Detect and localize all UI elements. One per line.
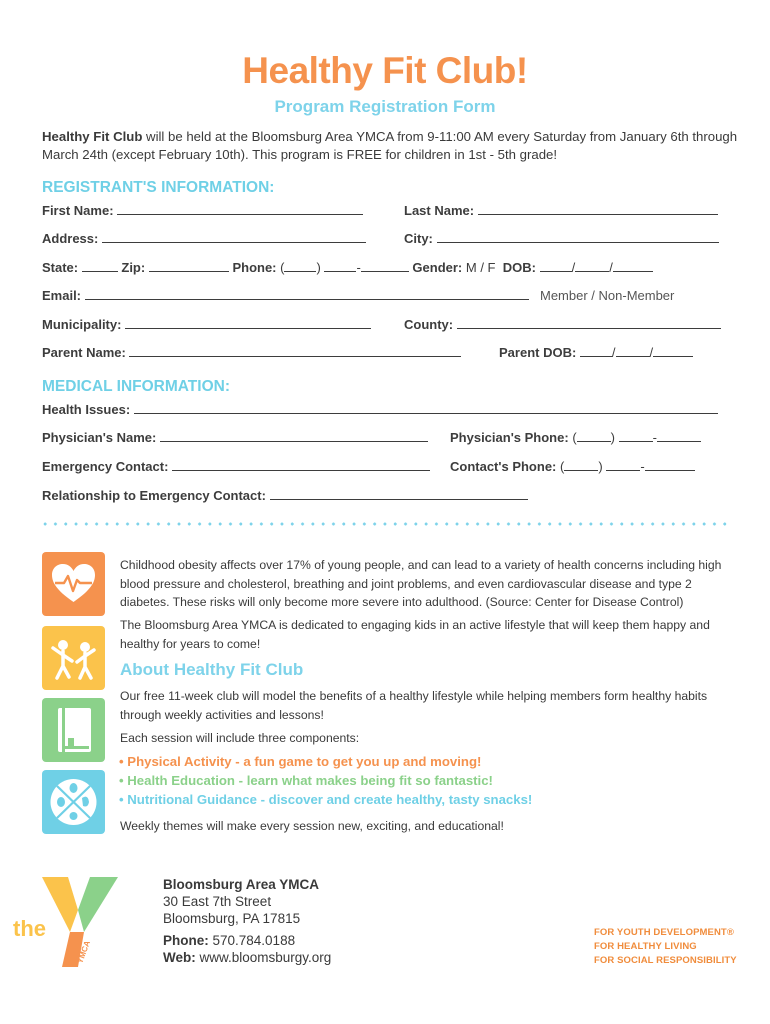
email-line[interactable] bbox=[85, 288, 529, 300]
parent-name-line[interactable] bbox=[129, 345, 461, 357]
slogan-youth: FOR YOUTH DEVELOPMENT® bbox=[594, 927, 734, 938]
physician-phone-prefix-line[interactable] bbox=[619, 430, 653, 442]
phone-prefix-line[interactable] bbox=[324, 260, 356, 272]
logo-the-text: the bbox=[13, 916, 46, 941]
dob-year-line[interactable] bbox=[613, 260, 653, 272]
city-line[interactable] bbox=[437, 231, 719, 243]
about-heading: About Healthy Fit Club bbox=[120, 660, 304, 679]
contact-phone-number-line[interactable] bbox=[645, 459, 695, 471]
parent-dob-month-line[interactable] bbox=[580, 345, 612, 357]
footer-phone: Phone: 570.784.0188 bbox=[163, 933, 296, 948]
food-icon bbox=[42, 770, 105, 834]
heart-icon bbox=[42, 552, 105, 616]
municipality-line[interactable] bbox=[125, 317, 371, 329]
parent-name-field[interactable]: Parent Name: bbox=[42, 345, 461, 360]
bullet-health-education: • Health Education - learn what makes being fit so fantastic! bbox=[119, 773, 493, 788]
relationship-line[interactable] bbox=[270, 488, 528, 500]
address-line[interactable] bbox=[102, 231, 366, 243]
phone-number-line[interactable] bbox=[361, 260, 409, 272]
ymca-mission-paragraph: The Bloomsburg Area YMCA is dedicated to engaging kids in an active lifestyle that will keep them happy and healthy for years to come! bbox=[120, 618, 710, 651]
relationship-field[interactable]: Relationship to Emergency Contact: bbox=[42, 488, 528, 503]
first-name-line[interactable] bbox=[117, 203, 363, 215]
dotted-divider bbox=[40, 522, 730, 526]
last-name-field[interactable]: Last Name: bbox=[404, 203, 718, 218]
city-field[interactable]: City: bbox=[404, 231, 719, 246]
county-line[interactable] bbox=[457, 317, 721, 329]
parent-dob-field[interactable]: Parent DOB: / / bbox=[499, 345, 693, 360]
health-issues-field[interactable]: Health Issues: bbox=[42, 402, 718, 417]
parent-dob-day-line[interactable] bbox=[616, 345, 650, 357]
membership-options[interactable]: Member / Non-Member bbox=[540, 288, 675, 303]
bullet-nutritional-guidance: • Nutritional Guidance - discover and create healthy, tasty snacks! bbox=[119, 792, 533, 807]
obesity-paragraph: Childhood obesity affects over 17% of young people, and can lead to a variety of health concerns including high blood pressure and cholesterol, breathing and joint problems, and even cardiovascular disease and type 2 diabetes. These risks will only become more severe into adulthood. (Source: Center for Disease Control) bbox=[120, 558, 722, 609]
physician-phone-area-line[interactable] bbox=[577, 430, 611, 442]
contact-phone-area-line[interactable] bbox=[564, 459, 598, 471]
page-title: Healthy Fit Club! bbox=[242, 50, 528, 91]
zip-line[interactable] bbox=[149, 260, 229, 272]
footer-city: Bloomsburg, PA 17815 bbox=[163, 911, 301, 926]
dob-month-line[interactable] bbox=[540, 260, 572, 272]
about-paragraph: Our free 11-week club will model the benefits of a healthy lifestyle while helping members form healthy habits through weekly activities and lessons! bbox=[120, 689, 708, 722]
emergency-contact-field[interactable]: Emergency Contact: bbox=[42, 459, 430, 474]
physician-name-line[interactable] bbox=[160, 430, 428, 442]
kids-icon bbox=[42, 626, 105, 690]
slogan-healthy-living: FOR HEALTHY LIVING bbox=[594, 941, 697, 952]
municipality-field[interactable]: Municipality: bbox=[42, 317, 371, 332]
email-field[interactable]: Email: bbox=[42, 288, 529, 303]
first-name-field[interactable]: First Name: bbox=[42, 203, 363, 218]
phone-area-line[interactable] bbox=[284, 260, 316, 272]
weekly-themes-paragraph: Weekly themes will make every session new, exciting, and educational! bbox=[120, 819, 504, 833]
registrant-heading: REGISTRANT'S INFORMATION: bbox=[42, 179, 275, 196]
intro-club-name: Healthy Fit Club bbox=[42, 129, 143, 144]
county-field[interactable]: County: bbox=[404, 317, 721, 332]
parent-dob-year-line[interactable] bbox=[653, 345, 693, 357]
website-link[interactable]: www.bloomsburgy.org bbox=[195, 950, 332, 965]
footer-street: 30 East 7th Street bbox=[163, 894, 272, 909]
health-issues-line[interactable] bbox=[134, 402, 718, 414]
address-field[interactable]: Address: bbox=[42, 231, 366, 246]
components-intro: Each session will include three components: bbox=[120, 731, 360, 745]
slogan-social-responsibility: FOR SOCIAL RESPONSIBILITY bbox=[594, 955, 737, 966]
book-icon bbox=[42, 698, 105, 762]
gender-options[interactable]: M / F bbox=[465, 260, 496, 275]
medical-heading: MEDICAL INFORMATION: bbox=[42, 378, 230, 395]
last-name-line[interactable] bbox=[478, 203, 718, 215]
footer-org-name: Bloomsburg Area YMCA bbox=[163, 877, 320, 892]
intro-paragraph bbox=[42, 128, 742, 164]
logo-ymca-text: YMCA bbox=[75, 939, 92, 965]
emergency-contact-line[interactable] bbox=[172, 459, 430, 471]
physician-name-field[interactable]: Physician's Name: bbox=[42, 430, 428, 445]
page-subtitle: Program Registration Form bbox=[274, 97, 496, 116]
ymca-logo bbox=[10, 872, 130, 972]
physician-phone-field[interactable]: Physician's Phone: ( ) - bbox=[450, 430, 701, 445]
contact-phone-field[interactable]: Contact's Phone: ( ) - bbox=[450, 459, 695, 474]
state-zip-phone-row: State: Zip: Phone: ( ) - Gender: M / F DOB: / / bbox=[42, 260, 653, 275]
footer-web[interactable]: Web: www.bloomsburgy.org bbox=[163, 950, 332, 965]
bullet-physical-activity: • Physical Activity - a fun game to get you up and moving! bbox=[119, 754, 482, 769]
state-line[interactable] bbox=[82, 260, 118, 272]
physician-phone-number-line[interactable] bbox=[657, 430, 701, 442]
contact-phone-prefix-line[interactable] bbox=[606, 459, 640, 471]
intro-text: will be held at the Bloomsburg Area YMCA from 9-11:00 AM every Saturday from January 6th through March 24th (except February 10th). This program is FREE for children in 1st - 5th grade! bbox=[42, 129, 738, 162]
dob-day-line[interactable] bbox=[575, 260, 609, 272]
